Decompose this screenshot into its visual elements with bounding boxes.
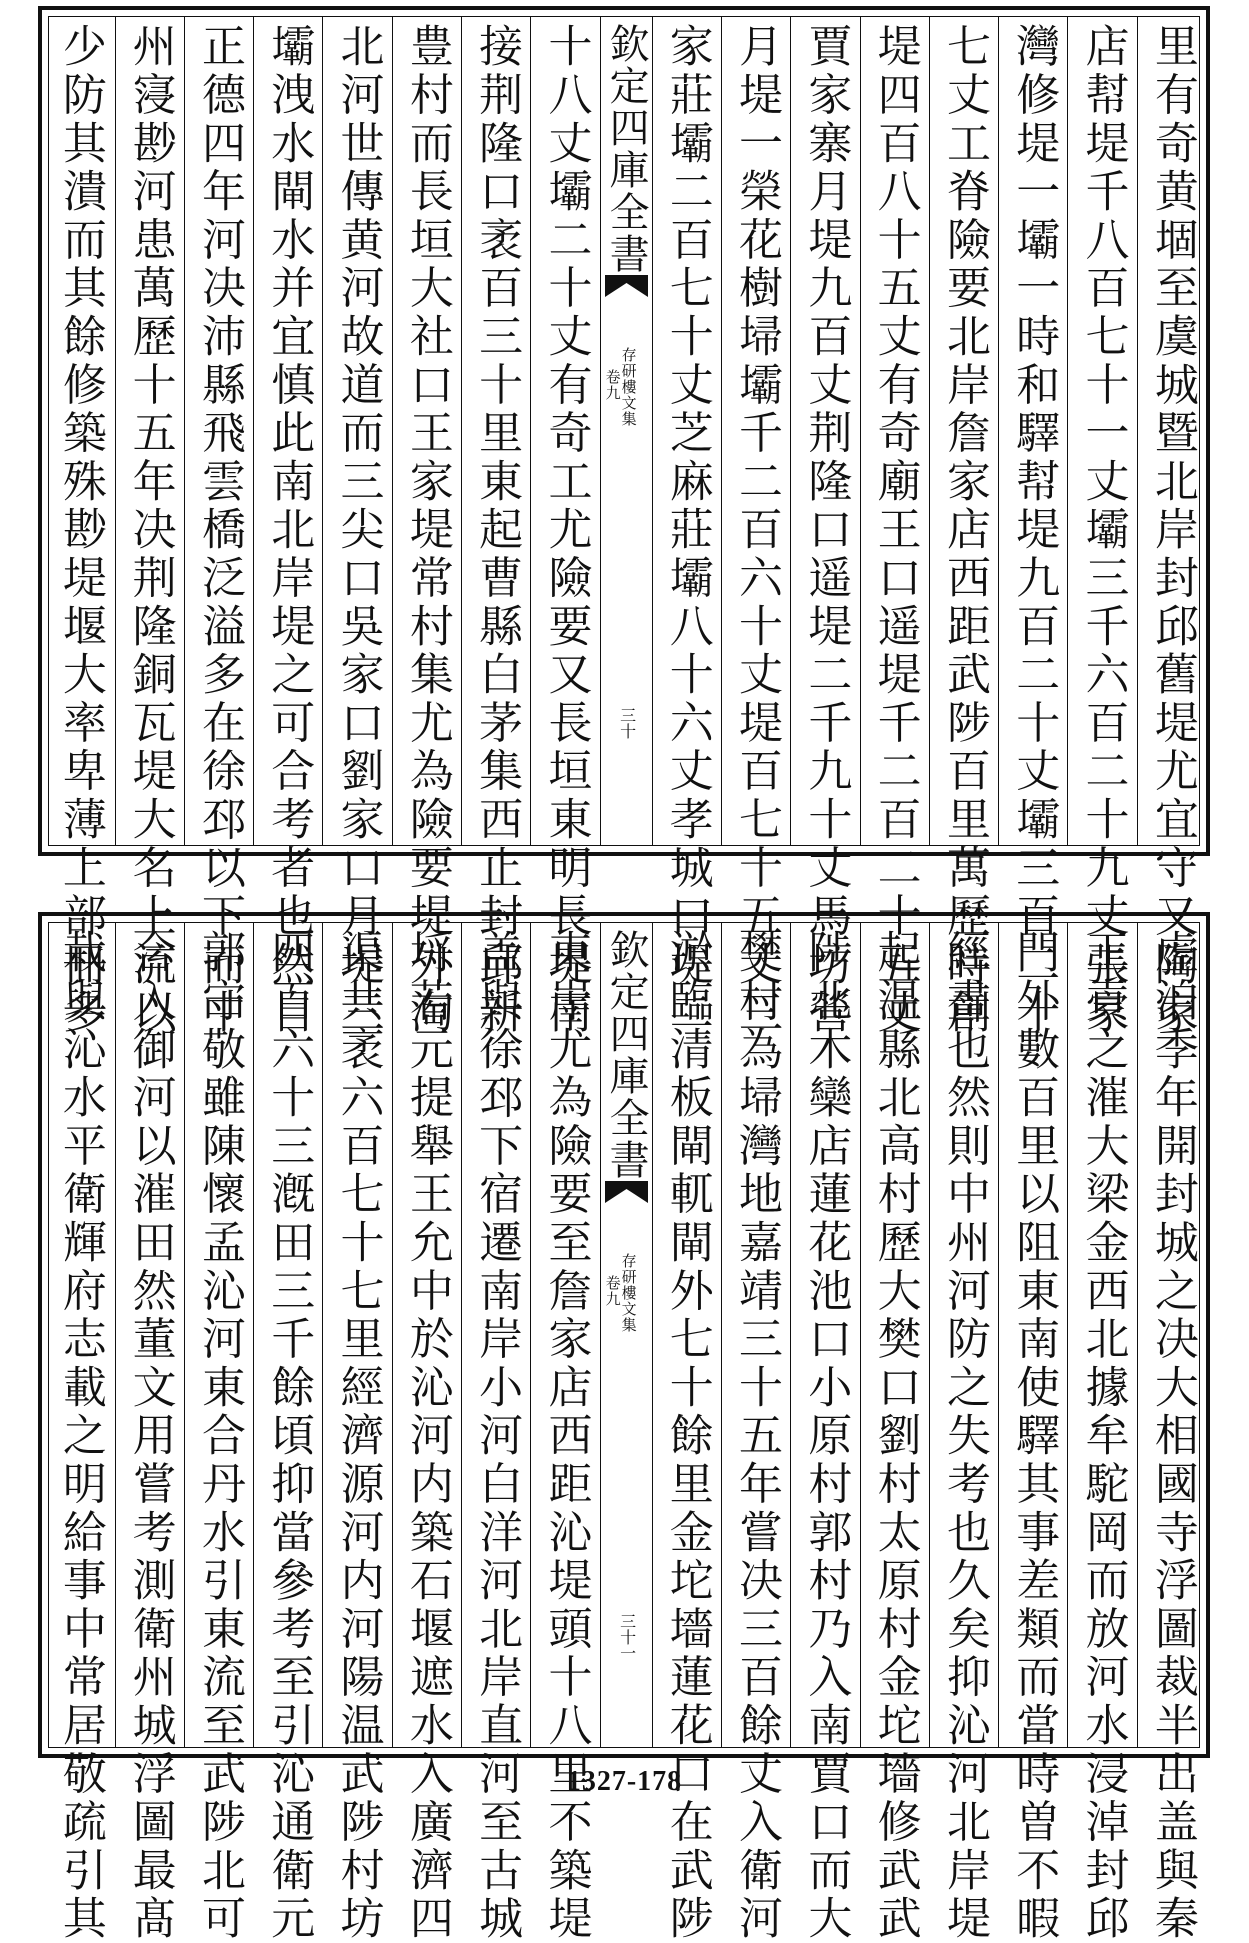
text-column <box>184 923 253 1943</box>
text-column <box>1067 17 1136 1038</box>
column-text: 經畫也然則中州河防之失考也久矣抑沁河北岸堤 <box>938 929 990 1943</box>
text-column <box>790 923 859 1943</box>
collection-name: 存研樓文集 <box>619 1253 638 1333</box>
column-text: 正德四年河决沛縣飛雲橋泛溢多在徐邳以下而中 <box>193 23 245 1038</box>
text-column <box>530 923 599 1943</box>
text-column <box>461 923 530 1943</box>
column-text: 店幇堤千八百七十一丈壩三千六百二十九丈張家 <box>1077 23 1129 1038</box>
column-text: 北河世傳黄河故道而三尖口吳家口劉家口月堤三 <box>332 23 384 1038</box>
text-column <box>998 923 1067 1943</box>
collection-name: 存研樓文集 <box>619 347 638 427</box>
column-text: 灣修堤一壩一時和驛幇堤九百二十丈壩三百二十 <box>1008 23 1060 1038</box>
text-column <box>253 923 322 1943</box>
column-text: 陟北木欒店蓮花池口小原村郭村乃入南賈口而大 <box>800 929 852 1943</box>
text-column <box>652 923 721 1943</box>
column-text: 合入御河以漼田然董文用嘗考測衛州城浮圖最髙 <box>124 929 176 1943</box>
column-text: 起温縣北高村歷大樊口劉村太原村金坨墻修武武 <box>869 929 921 1943</box>
center-margin <box>600 923 652 1747</box>
column-text: 虚洎季年開封城之决大相國寺浮圖裁半出盖與秦 <box>1146 929 1198 1943</box>
page-top <box>38 6 1210 1038</box>
fishtail-mark-icon <box>605 275 648 297</box>
column-text: 王貢之漼大梁金西北據牟駝岡而放河水浸淖封邱 <box>1077 929 1129 1943</box>
text-column <box>860 17 929 1038</box>
text-column <box>253 17 322 1038</box>
column-text: 壩洩水閘水并宜慎此南北岸堤之可合考者也然自 <box>263 23 315 1038</box>
book-title: 欽定四庫全書 <box>603 23 650 275</box>
column-text: 州寖尠河患萬歷十五年决荆隆銅瓦堤大名上流以 <box>124 23 176 1038</box>
text-column <box>721 923 790 1943</box>
text-column <box>929 923 998 1943</box>
text-column <box>392 923 461 1943</box>
text-column <box>860 923 929 1943</box>
column-text: 門外數百里以阻東南使驛其事差類而當時曽不暇 <box>1008 929 1060 1943</box>
text-column <box>392 17 461 1038</box>
column-text: 東岸尤為險要至詹家店西距沁堤頭十八里不築堤 <box>540 929 592 1943</box>
text-column <box>45 17 114 1038</box>
text-column <box>929 17 998 1038</box>
column-text: 樊村為埽灣地嘉靖三十五年嘗决三百餘丈入衛河 <box>731 929 783 1943</box>
page-frame <box>48 16 1200 1038</box>
text-column <box>998 17 1067 1038</box>
text-column <box>790 17 859 1038</box>
text-column <box>1137 923 1206 1943</box>
column-text: 堤四百八十五丈有奇廟王口遥堤千二百二十五丈 <box>869 23 921 1038</box>
volume-label: 卷九 <box>603 1275 622 1307</box>
text-column <box>652 17 721 1038</box>
column-text: 接荆隆口袤百三十里東起曹縣白茅集西止封邱新 <box>471 23 523 1038</box>
column-text: 月堤一榮花樹埽壩千二百六十丈堤百七十五丈三 <box>731 23 783 1038</box>
text-column <box>322 923 391 1943</box>
text-column <box>1067 923 1136 1943</box>
page-number: 三十 <box>617 707 637 739</box>
book-title: 欽定四庫全書 <box>603 929 650 1181</box>
text-column <box>115 923 184 1943</box>
column-text: 少防其潰而其餘修築殊尠堤堰大率卑薄上部冊多 <box>54 23 106 1038</box>
text-column <box>45 923 114 1943</box>
column-text: 豊村而長垣大社口王家堤常村集尤為險要堤外淘 <box>401 23 453 1038</box>
text-column <box>184 17 253 1038</box>
text-column <box>461 17 530 1038</box>
column-text: 七丈工脊險要北岸詹家店西距武陟百里萬歷時創 <box>938 23 990 1038</box>
volume-label: 卷九 <box>603 369 622 401</box>
column-text: 淤臨清板閘軏閘外七十餘里金坨墻蓮花口在武陟 <box>661 929 713 1943</box>
column-text: 埒若元提舉王允中於沁河内築石堰遮水入廣濟四 <box>401 929 453 1943</box>
column-text: 里有奇黄堌至虞城暨北岸封邱舊堤尤宜守又陶家 <box>1146 23 1198 1038</box>
column-text: 渠共袤六百七十七里經濟源河内河陽温武陟村坊 <box>332 929 384 1943</box>
footer-code: 1327-178 <box>566 1766 683 1797</box>
column-text: 郭守敬雖陳懷孟沁河東合丹水引東流至武陟北可 <box>193 929 245 1943</box>
column-text: 盖與徐邳下宿遷南岸小河白洋河北岸直河至古城 <box>471 929 523 1943</box>
column-text: 家莊壩二百七十丈芝麻莊壩八十六丈孝城口堤二 <box>661 23 713 1038</box>
column-text: 賈家寨月堤九百丈荆隆口遥堤二千九十丈馬坊營 <box>800 23 852 1038</box>
text-column <box>1137 17 1206 1038</box>
text-column <box>721 17 790 1038</box>
fishtail-mark-icon <box>605 1181 648 1203</box>
page-number: 三十一 <box>617 1613 637 1661</box>
column-text: 栽與沁水平衛輝府志載之明給事中常居敬疏引其 <box>54 929 106 1943</box>
text-column <box>322 17 391 1038</box>
column-text: 四百六十三漑田三千餘頃抑當參考至引沁通衛元 <box>263 929 315 1943</box>
text-column <box>530 17 599 1038</box>
center-margin <box>600 17 652 845</box>
text-column <box>115 17 184 1038</box>
column-text: 十八丈壩二十丈有奇工尤險要又長垣東明長堤南 <box>540 23 592 1038</box>
